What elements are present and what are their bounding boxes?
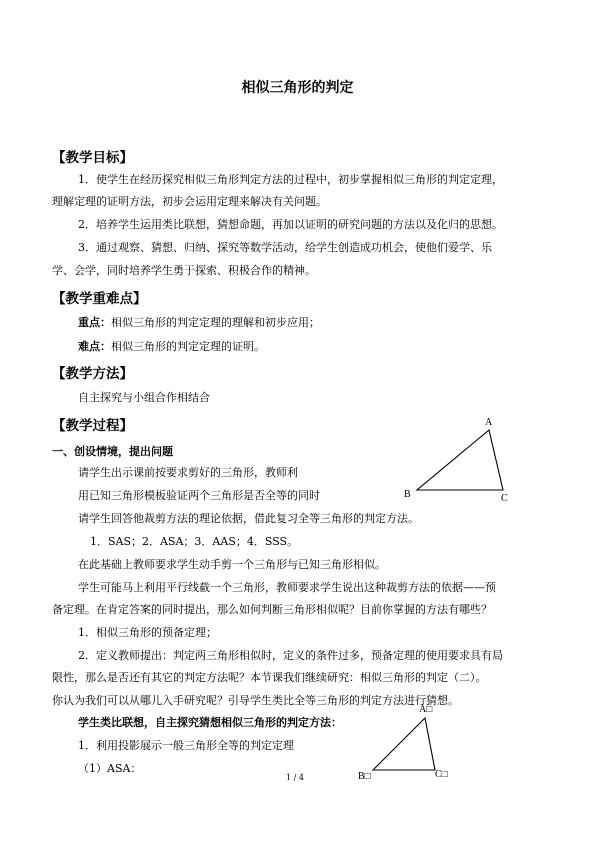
process-line-3: 请学生回答他裁剪方法的理论依据，借此复习全等三角形的判定方法。 <box>78 512 419 525</box>
process-line-4: 1．SAS；2．ASA；3．AAS；4．SSS。 <box>90 535 299 548</box>
vertex-label-a-prime: A□ <box>419 704 433 715</box>
goal-1-line-2: 理解定理的证明方法，初步会运用定理来解决有关问题。 <box>52 195 327 208</box>
process-subheading-1: 一、创设情境，提出问题 <box>52 445 173 458</box>
triangle-figure-2 <box>355 700 465 790</box>
process-line-1: 请学生出示课前按要求剪好的三角形，教师利 <box>78 466 298 479</box>
method-text: 自主探究与小组合作相结合 <box>78 391 210 404</box>
triangle-abc <box>417 430 503 490</box>
process-line-6a: 学生可能马上利用平行线截一个三角形，教师要求学生说出这种裁剪方法的依据——预 <box>78 581 496 594</box>
vertex-label-c-prime: C□ <box>435 769 448 780</box>
key-point-label: 重点： <box>78 316 111 329</box>
goals-heading: 【教学目标】 <box>52 150 133 166</box>
process-line-9: 1．利用投影展示一般三角形全等的判定定理 <box>78 739 294 752</box>
process-line-10: （1）ASA： <box>78 762 142 775</box>
process-line-8c: 你认为我们可以从哪儿入手研究呢？引导学生类比全等三角形的判定方法进行猜想。 <box>52 694 459 707</box>
difficult-point-label: 难点： <box>78 340 111 353</box>
goal-2: 2．培养学生运用类比联想，猜想命题，再加以证明的研究问题的方法以及化归的思想。 <box>78 218 503 231</box>
process-subheading-2: 学生类比联想，自主探究猜想相似三角形的判定方法： <box>78 716 342 729</box>
difficult-point-text: 相似三角形的判定定理的证明。 <box>111 340 265 353</box>
process-line-8b: 限性，那么是否还有其它的判定方法呢？本节课我们继续研究：相似三角形的判定（二）。 <box>52 671 487 684</box>
goal-3-line-1: 3．通过观察、猜想、归纳、探究等数学活动，给学生创造成功机会，使他们爱学、乐 <box>78 241 492 254</box>
vertex-label-c: C <box>501 493 508 504</box>
vertex-label-b-prime: B□ <box>358 771 371 782</box>
triangle-abc-prime <box>373 718 435 770</box>
goal-3-line-2: 学、会学，同时培养学生勇于探索、积极合作的精神。 <box>52 264 316 277</box>
process-heading: 【教学过程】 <box>52 418 133 434</box>
triangle-figure-1 <box>400 415 520 505</box>
process-line-6b: 备定理。在肯定答案的同时提出，那么如何判断三角形相似呢？目前你掌握的方法有哪些？ <box>52 603 492 616</box>
goal-1-line-1: 1．使学生在经历探究相似三角形判定方法的过程中，初步掌握相似三角形的判定定理， <box>78 173 503 186</box>
process-line-7: 1．相似三角形的预备定理； <box>78 626 217 639</box>
key-point-text: 相似三角形的判定定理的理解和初步应用； <box>111 316 320 329</box>
method-heading: 【教学方法】 <box>52 366 133 382</box>
difficult-point <box>78 340 265 354</box>
page-number: 1 / 4 <box>286 773 304 782</box>
key-point <box>78 316 320 330</box>
process-line-8a: 2．定义教师提出：判定两三角形相似时，定义的条件过多，预备定理的使用要求具有局 <box>78 649 503 662</box>
process-line-2: 用已知三角形模板验证两个三角形是否全等的同时 <box>78 489 320 502</box>
process-line-5: 在此基础上教师要求学生动手剪一个三角形与已知三角形相似。 <box>78 558 386 571</box>
vertex-label-b: B <box>404 489 411 500</box>
vertex-label-a: A <box>485 417 493 428</box>
keypoints-heading: 【教学重难点】 <box>52 291 147 307</box>
page-title: 相似三角形的判定 <box>241 80 354 96</box>
